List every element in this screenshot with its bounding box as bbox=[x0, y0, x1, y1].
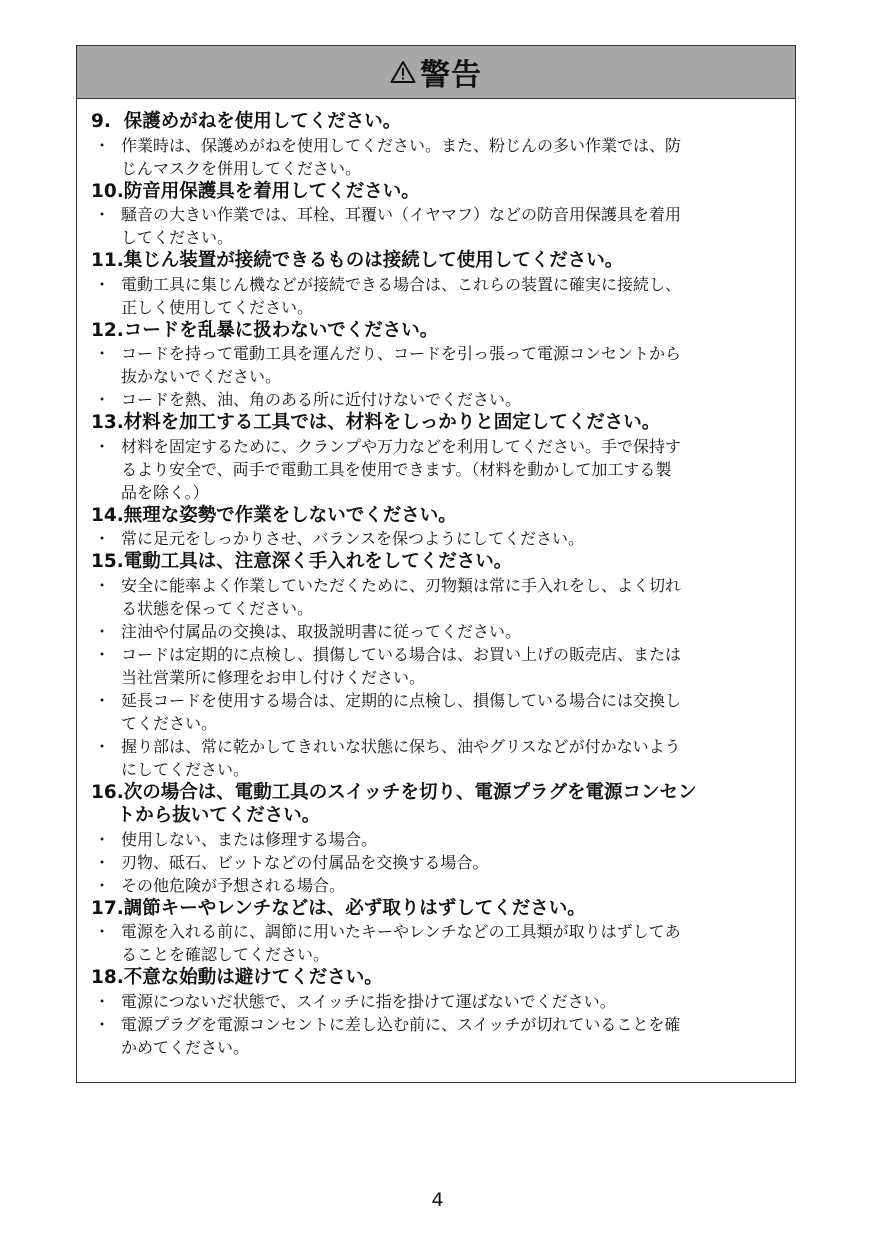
warning-box bbox=[76, 45, 796, 1083]
bullet-text-line: 抜かないでください。 bbox=[121, 367, 282, 386]
bullet-text bbox=[121, 990, 777, 1013]
bullet-text bbox=[121, 620, 777, 643]
bullet-item bbox=[91, 1013, 777, 1059]
bullet-text-line: コードを熱、油、角のある所に近付けないでください。 bbox=[121, 390, 522, 409]
bullet-dot: ・ bbox=[94, 922, 111, 941]
bullet-item bbox=[91, 689, 777, 735]
bullet-text bbox=[121, 435, 777, 504]
bullet-text bbox=[121, 342, 777, 388]
bullet-text bbox=[121, 134, 777, 180]
bullet-text-line: 電源につないだ状態で、スイッチに指を掛けて運ばないでください。 bbox=[121, 991, 616, 1011]
warning-content bbox=[77, 99, 795, 1059]
bullet-text bbox=[121, 735, 777, 781]
bullet-item bbox=[91, 273, 777, 319]
bullet-text-line: 使用しない、または修理する場合。 bbox=[121, 829, 378, 849]
bullet-text bbox=[121, 203, 777, 249]
bullet-text-line: る状態を保ってください。 bbox=[121, 598, 314, 618]
bullet-dot: ・ bbox=[94, 829, 111, 849]
bullet-dot: ・ bbox=[94, 644, 111, 664]
bullet-text-line: るより安全で、両手で電動工具を使用できます。（材料を動かして加工する製 bbox=[121, 459, 672, 479]
bullet-item bbox=[91, 620, 777, 643]
bullet-item bbox=[91, 874, 777, 897]
warning-title: 警告 bbox=[420, 58, 482, 93]
bullet-text bbox=[121, 689, 777, 735]
bullet-text-line: 安全に能率よく作業していただくために、刃物類は常に手入れをし、よく切れ bbox=[121, 575, 682, 595]
bullet-text bbox=[121, 874, 777, 897]
bullet-text-line: してください。 bbox=[121, 228, 234, 247]
bullet-text-line: その他危険が予想される場合。 bbox=[121, 875, 346, 895]
bullet-dot: ・ bbox=[94, 690, 111, 710]
bullet-text-line: てください。 bbox=[121, 713, 218, 733]
bullet-dot: ・ bbox=[94, 205, 111, 224]
bullet-item bbox=[91, 920, 777, 966]
bullet-text-line: 作業時は、保護めがねを使用してください。また、粉じんの多い作業では、防 bbox=[121, 135, 682, 155]
section-title: 17.調節キーやレンチなどは、必ず取りはずしてください。 bbox=[91, 897, 586, 919]
bullet-dot: ・ bbox=[94, 852, 111, 872]
warning-header bbox=[77, 46, 795, 99]
bullet-text-line: かめてください。 bbox=[121, 1037, 250, 1057]
bullet-text-line: にしてください。 bbox=[121, 759, 250, 779]
bullet-text bbox=[121, 920, 777, 966]
bullet-text-line: 電動工具に集じん機などが接続できる場合は、これらの装置に確実に接続し、 bbox=[121, 274, 682, 294]
bullet-text-line: 材料を固定するために、クランプや万力などを利用してください。手で保持す bbox=[121, 436, 682, 456]
page-number: 4 bbox=[431, 1189, 444, 1211]
bullet-text-line: 注油や付属品の交換は、取扱説明書に従ってください。 bbox=[121, 621, 522, 641]
bullet-text bbox=[121, 527, 777, 550]
bullet-text-line: じんマスクを併用してください。 bbox=[121, 158, 362, 178]
bullet-item bbox=[91, 203, 777, 249]
bullet-text-line: 電源プラグを電源コンセントに差し込む前に、スイッチが切れていることを確 bbox=[121, 1014, 681, 1034]
bullet-item bbox=[91, 388, 777, 411]
bullet-item bbox=[91, 851, 777, 874]
bullet-text bbox=[121, 574, 777, 620]
bullet-text bbox=[121, 828, 777, 851]
bullet-text-line: 騒音の大きい作業では、耳栓、耳覆い（イヤマフ）などの防音用保護具を着用 bbox=[121, 205, 682, 224]
section-title: 16.次の場合は、電動工具のスイッチを切り、電源プラグを電源コンセン トから抜いてください。 bbox=[91, 781, 697, 826]
bullet-item bbox=[91, 828, 777, 851]
bullet-dot: ・ bbox=[94, 875, 111, 895]
bullet-dot: ・ bbox=[94, 1014, 111, 1034]
bullet-dot: ・ bbox=[94, 991, 111, 1011]
bullet-text-line: 常に足元をしっかりさせ、バランスを保つようにしてください。 bbox=[121, 529, 585, 548]
bullet-item bbox=[91, 990, 777, 1013]
bullet-item bbox=[91, 134, 777, 180]
bullet-text-line: 握り部は、常に乾かしてきれいな状態に保ち、油やグリスなどが付かないよう bbox=[121, 736, 681, 756]
bullet-dot: ・ bbox=[94, 575, 111, 595]
bullet-text bbox=[121, 643, 777, 689]
bullet-dot: ・ bbox=[94, 529, 111, 548]
bullet-dot: ・ bbox=[94, 436, 111, 456]
bullet-item bbox=[91, 643, 777, 689]
section-title: 12.コードを乱暴に扱わないでください。 bbox=[91, 319, 439, 341]
bullet-text-line: 品を除く。） bbox=[121, 482, 209, 502]
section-title: 15.電動工具は、注意深く手入れをしてください。 bbox=[91, 551, 513, 572]
bullet-dot: ・ bbox=[94, 390, 111, 409]
bullet-dot: ・ bbox=[94, 621, 111, 641]
bullet-text-line: コードを持って電動工具を運んだり、コードを引っ張って電源コンセントから bbox=[121, 344, 682, 363]
bullet-dot: ・ bbox=[94, 274, 111, 294]
bullet-text bbox=[121, 851, 777, 874]
bullet-dot: ・ bbox=[94, 135, 111, 155]
bullet-item bbox=[91, 435, 777, 504]
section-title: 11.集じん装置が接続できるものは接続して使用してください。 bbox=[91, 250, 624, 271]
bullet-text bbox=[121, 388, 777, 411]
warning-triangle-icon bbox=[390, 60, 416, 84]
bullet-text-line: 刃物、砥石、ビットなどの付属品を交換する場合。 bbox=[121, 852, 489, 872]
bullet-item bbox=[91, 527, 777, 550]
bullet-text-line: 正しく使用してください。 bbox=[121, 297, 314, 317]
bullet-text-line: 延長コードを使用する場合は、定期的に点検し、損傷している場合には交換し bbox=[121, 690, 682, 710]
bullet-text-line: 当社営業所に修理をお申し付けください。 bbox=[121, 667, 426, 687]
bullet-text bbox=[121, 273, 777, 319]
section-title: 9. 保護めがねを使用してください。 bbox=[91, 111, 402, 132]
section-title: 18.不意な始動は避けてください。 bbox=[91, 967, 383, 988]
section-title: 13.材料を加工する工具では、材料をしっかりと固定してください。 bbox=[91, 412, 661, 433]
bullet-item bbox=[91, 574, 777, 620]
bullet-item bbox=[91, 735, 777, 781]
bullet-dot: ・ bbox=[94, 344, 111, 363]
bullet-dot: ・ bbox=[94, 736, 111, 756]
bullet-item bbox=[91, 342, 777, 388]
section-title: 14.無理な姿勢で作業をしないでください。 bbox=[91, 504, 457, 526]
section-title: 10.防音用保護具を着用してください。 bbox=[91, 180, 420, 202]
bullet-text-line: 電源を入れる前に、調節に用いたキーやレンチなどの工具類が取りはずしてあ bbox=[121, 922, 681, 941]
bullet-text-line: コードは定期的に点検し、損傷している場合は、お買い上げの販売店、または bbox=[121, 644, 682, 664]
bullet-text bbox=[121, 1013, 777, 1059]
bullet-text-line: ることを確認してください。 bbox=[121, 945, 330, 964]
